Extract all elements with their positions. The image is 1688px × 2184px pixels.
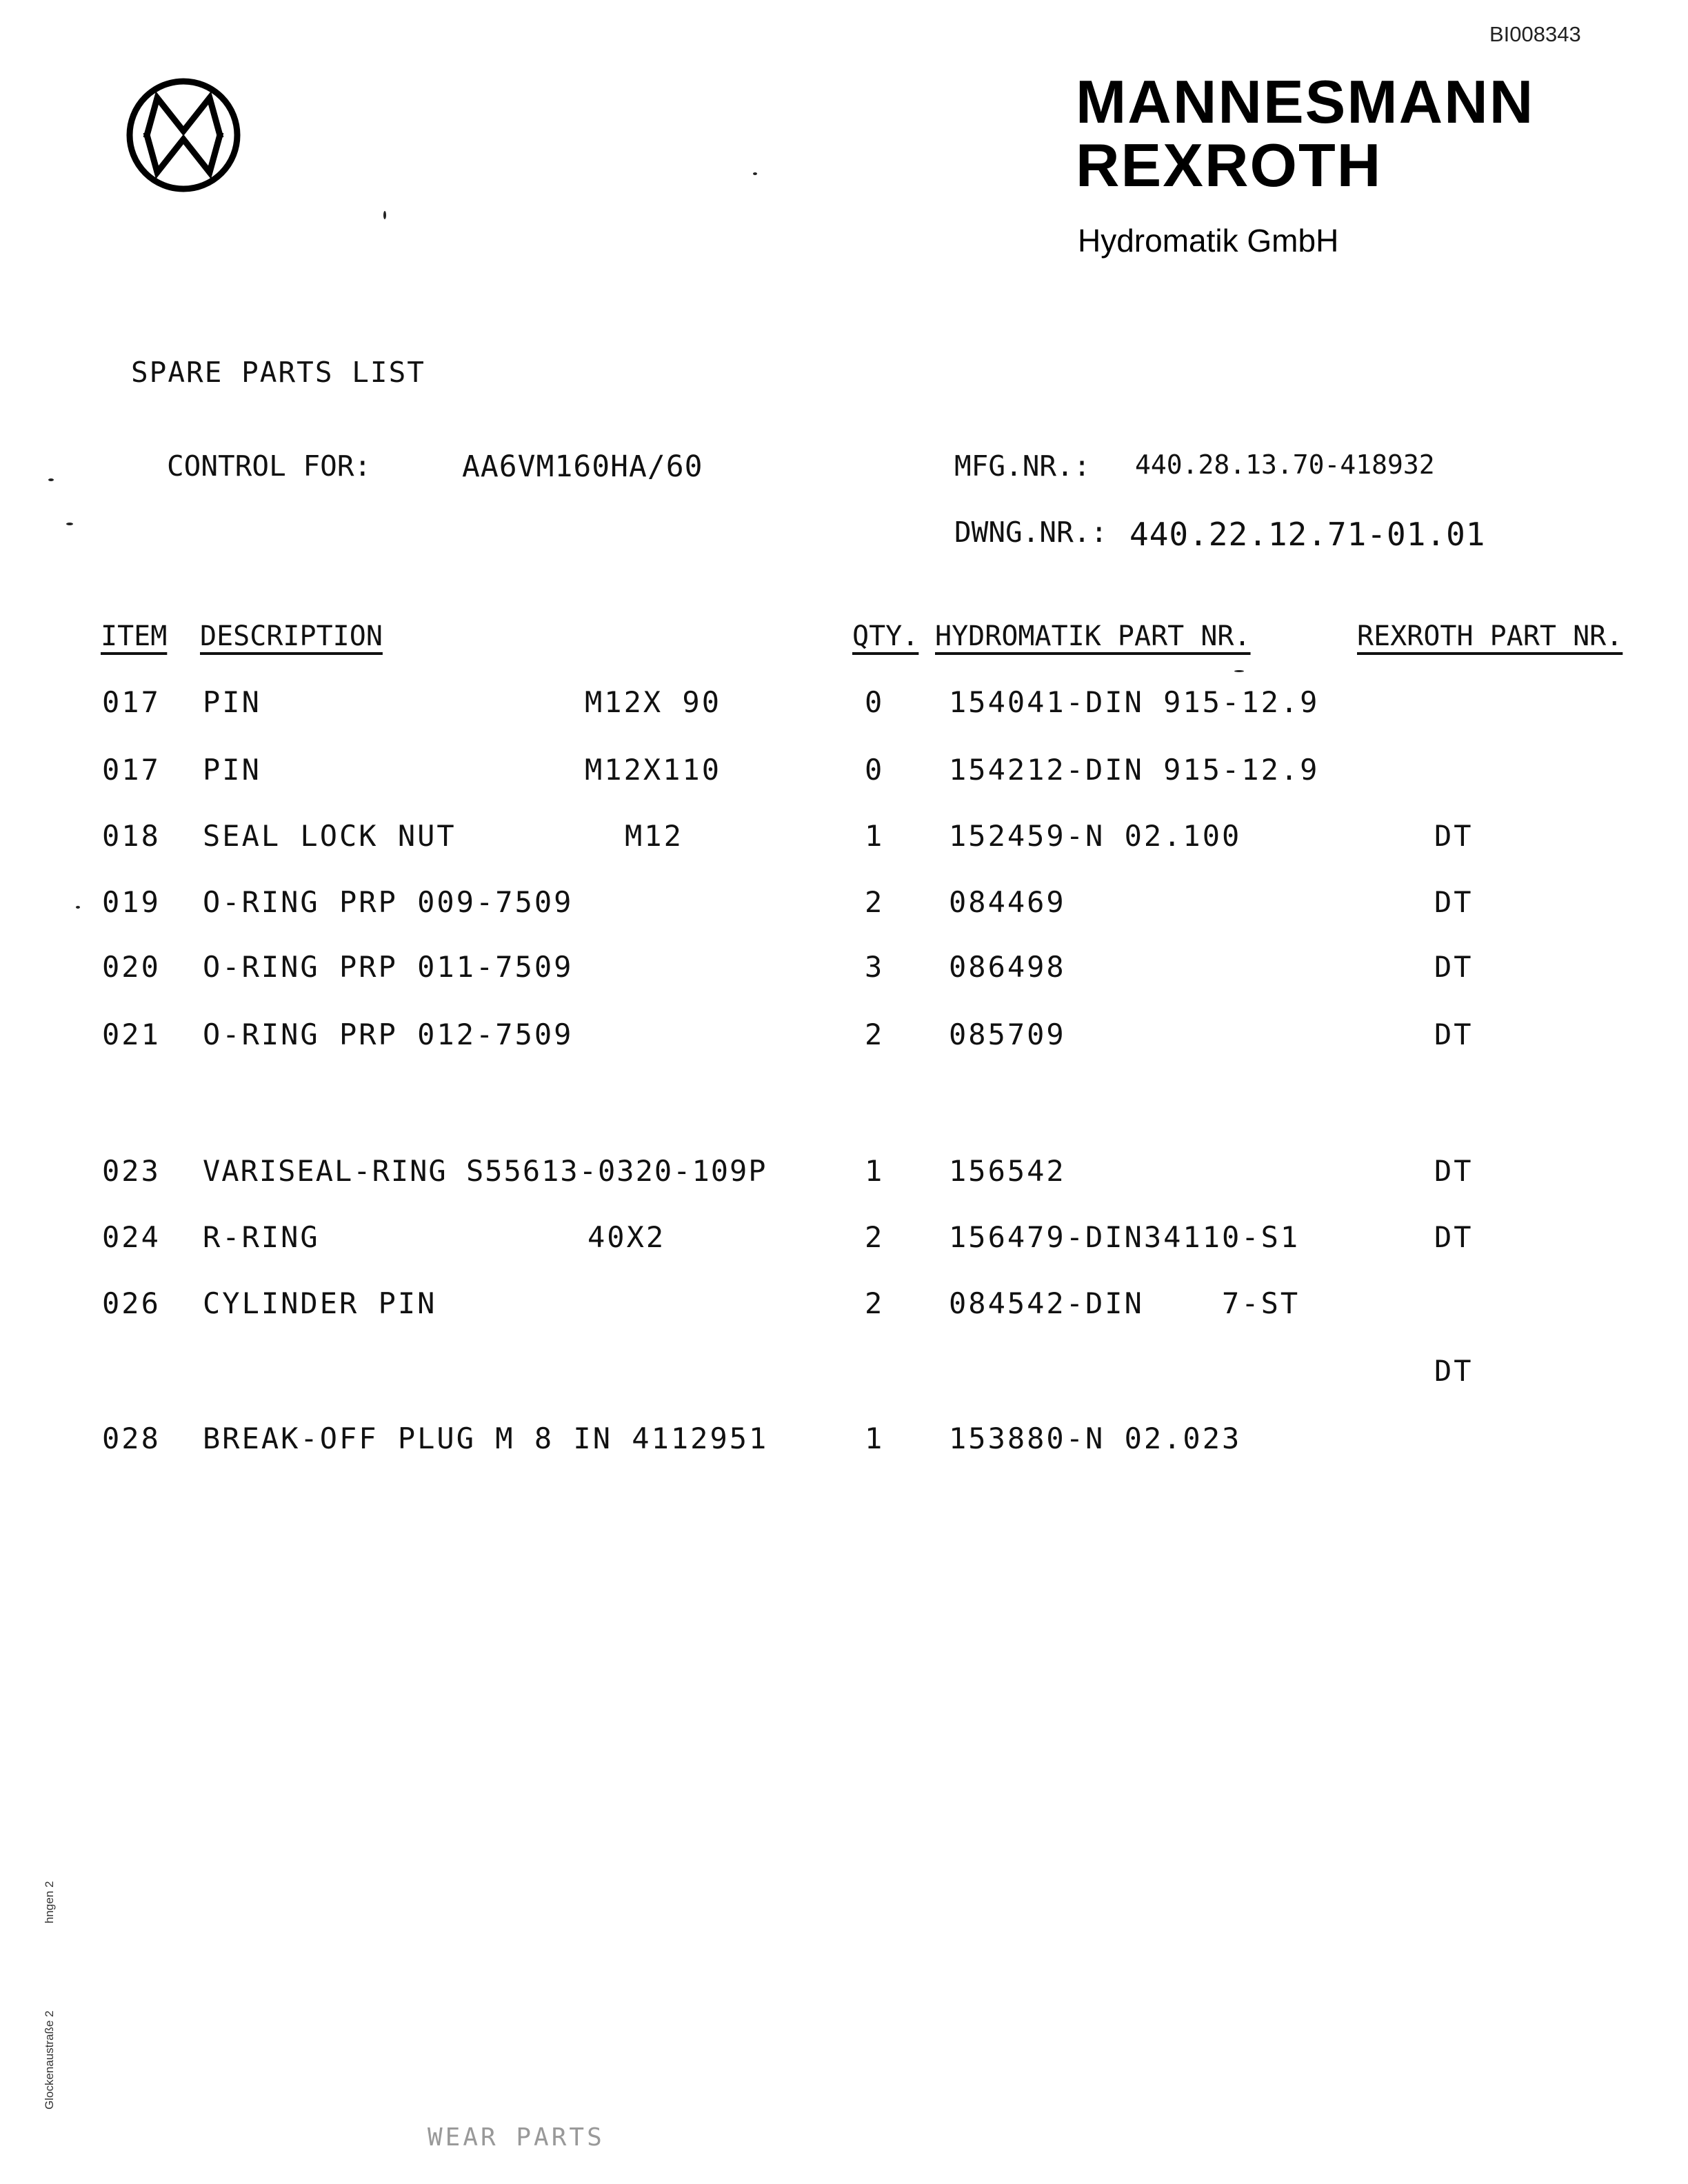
row-hydromatik-part: 153880-N 02.023 bbox=[949, 1422, 1242, 1455]
document-id: BI008343 bbox=[1489, 22, 1581, 46]
header-rexroth-part-nr: REXROTH PART NR. bbox=[1357, 620, 1623, 652]
margin-address-fragment: hngen 2 bbox=[43, 1881, 56, 1923]
scan-speck bbox=[753, 172, 757, 175]
table-row bbox=[0, 1220, 1688, 1262]
scan-speck bbox=[383, 211, 386, 219]
row-dimension: M12X110 bbox=[585, 753, 722, 787]
row-hydromatik-part: 156479-DIN34110-S1 bbox=[949, 1220, 1300, 1254]
header-description: DESCRIPTION bbox=[200, 620, 383, 652]
row-hydromatik-part: 084542-DIN 7-ST bbox=[949, 1286, 1300, 1320]
row-qty: 2 bbox=[865, 1220, 885, 1254]
control-value: AA6VM160HA/60 bbox=[462, 449, 703, 484]
row-item: 024 bbox=[102, 1220, 161, 1254]
row-rexroth-part: DT bbox=[1434, 1220, 1474, 1254]
row-description: O-RING PRP 012-7509 bbox=[203, 1018, 574, 1051]
row-dimension: M12 bbox=[625, 819, 683, 853]
row-qty: 1 bbox=[865, 1154, 885, 1188]
mfg-label: MFG.NR.: bbox=[954, 449, 1091, 483]
row-description: CYLINDER PIN bbox=[203, 1286, 437, 1320]
table-row bbox=[0, 950, 1688, 991]
control-label: CONTROL FOR: bbox=[167, 449, 372, 483]
row-item: 017 bbox=[102, 685, 161, 719]
document-title: SPARE PARTS LIST bbox=[131, 356, 425, 389]
table-row bbox=[0, 819, 1688, 860]
row-item: 020 bbox=[102, 950, 161, 984]
row-description: PIN bbox=[203, 753, 261, 787]
row-qty: 2 bbox=[865, 1286, 885, 1320]
row-hydromatik-part: 085709 bbox=[949, 1018, 1066, 1051]
row-hydromatik-part: 084469 bbox=[949, 885, 1066, 919]
scan-speck bbox=[76, 906, 80, 909]
row-hydromatik-part: 152459-N 02.100 bbox=[949, 819, 1242, 853]
row-qty: 0 bbox=[865, 685, 885, 719]
row-item: 018 bbox=[102, 819, 161, 853]
scan-speck bbox=[1234, 670, 1244, 672]
table-row bbox=[0, 753, 1688, 794]
row-dimension: M12X 90 bbox=[585, 685, 722, 719]
row-item: 023 bbox=[102, 1154, 161, 1188]
row-description: SEAL LOCK NUT bbox=[203, 819, 456, 853]
table-row bbox=[0, 1154, 1688, 1195]
row-qty: 3 bbox=[865, 950, 885, 984]
row-qty: 0 bbox=[865, 753, 885, 787]
row-hydromatik-part: 154041-DIN 915-12.9 bbox=[949, 685, 1320, 719]
row-item: 026 bbox=[102, 1286, 161, 1320]
row-item: 017 bbox=[102, 753, 161, 787]
header-qty: QTY. bbox=[852, 620, 919, 652]
row-rexroth-part: DT bbox=[1434, 1354, 1474, 1388]
table-row bbox=[0, 1286, 1688, 1328]
footer-fragment: WEAR PARTS bbox=[428, 2123, 605, 2152]
row-rexroth-part: DT bbox=[1434, 950, 1474, 984]
row-rexroth-part: DT bbox=[1434, 885, 1474, 919]
table-row bbox=[0, 1354, 1688, 1395]
row-rexroth-part: DT bbox=[1434, 819, 1474, 853]
company-logo bbox=[125, 77, 241, 193]
row-description: VARISEAL-RING S55613-0320-109P bbox=[203, 1154, 767, 1188]
row-rexroth-part: DT bbox=[1434, 1018, 1474, 1051]
table-row bbox=[0, 885, 1688, 927]
header-hydromatik-part-nr: HYDROMATIK PART NR. bbox=[935, 620, 1251, 652]
dwng-label: DWNG.NR.: bbox=[954, 516, 1108, 549]
table-row bbox=[0, 1018, 1688, 1059]
row-item: 019 bbox=[102, 885, 161, 919]
brand-line-2: REXROTH bbox=[1076, 131, 1383, 199]
row-item: 028 bbox=[102, 1422, 161, 1455]
row-qty: 1 bbox=[865, 819, 885, 853]
brand-line-1: MANNESMANN bbox=[1076, 68, 1535, 136]
scan-speck bbox=[66, 523, 73, 525]
row-rexroth-part: DT bbox=[1434, 1154, 1474, 1188]
row-description: R-RING bbox=[203, 1220, 320, 1254]
brand-subtitle: Hydromatik GmbH bbox=[1078, 223, 1339, 259]
row-description: BREAK-OFF PLUG M 8 IN 4112951 bbox=[203, 1422, 769, 1455]
mfg-value: 440.28.13.70-418932 bbox=[1135, 449, 1435, 480]
row-qty: 1 bbox=[865, 1422, 885, 1455]
row-description: O-RING PRP 009-7509 bbox=[203, 885, 574, 919]
scan-speck bbox=[48, 478, 54, 481]
row-description: O-RING PRP 011-7509 bbox=[203, 950, 574, 984]
row-qty: 2 bbox=[865, 1018, 885, 1051]
dwng-value: 440.22.12.71-01.01 bbox=[1129, 516, 1486, 553]
margin-street-address: Glockenaustraße 2 bbox=[43, 2010, 56, 2110]
row-dimension: 40X2 bbox=[587, 1220, 666, 1254]
row-hydromatik-part: 086498 bbox=[949, 950, 1066, 984]
row-hydromatik-part: 154212-DIN 915-12.9 bbox=[949, 753, 1320, 787]
row-hydromatik-part: 156542 bbox=[949, 1154, 1066, 1188]
row-description: PIN bbox=[203, 685, 261, 719]
row-item: 021 bbox=[102, 1018, 161, 1051]
header-item: ITEM bbox=[101, 620, 168, 652]
table-row bbox=[0, 685, 1688, 727]
row-qty: 2 bbox=[865, 885, 885, 919]
table-row bbox=[0, 1422, 1688, 1463]
